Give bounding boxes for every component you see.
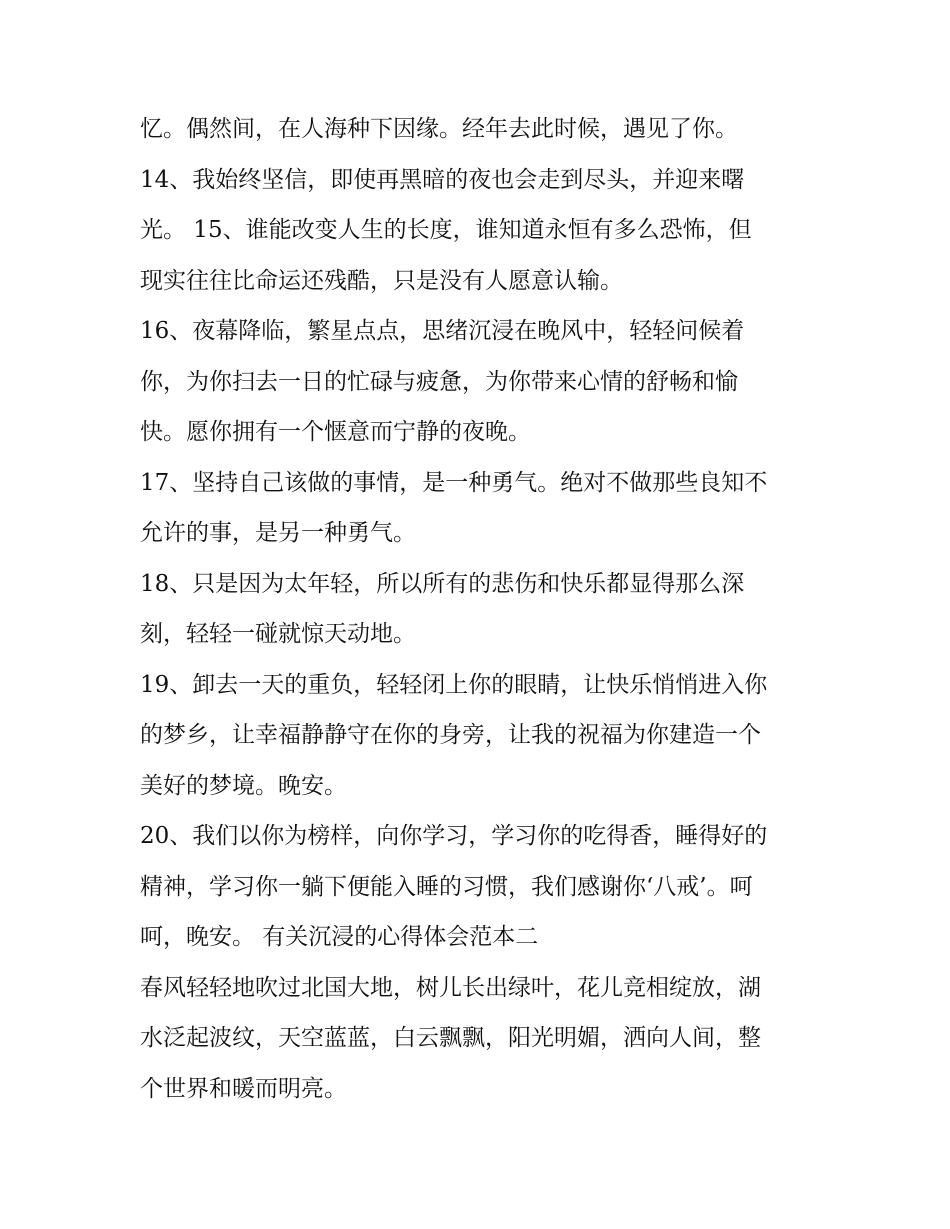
text-line: 的梦乡，让幸福静静守在你的身旁，让我的祝福为你建造一个 — [140, 722, 761, 748]
text-line: 水泛起波纹，天空蓝蓝，白云飘飘，阳光明媚，洒向人间，整 — [140, 1025, 761, 1051]
text-line: 快。愿你拥有一个惬意而宁静的夜晚。 — [140, 419, 531, 445]
text-line: 现实往往比命运还残酷，只是没有人愿意认输。 — [140, 267, 623, 294]
text-line: 呵，晚安。 有关沉浸的心得体会范本二 — [140, 924, 539, 950]
text-line: 精神，学习你一躺下便能入睡的习惯，我们感谢你‘八戒’。呵 — [140, 873, 753, 900]
text-line: 16、夜幕降临，繁星点点，思绪沉浸在晚风中，轻轻问候着 — [140, 318, 745, 344]
text-line: 14、我始终坚信，即使再黑暗的夜也会走到尽头，并迎来曙 — [140, 166, 745, 193]
text-line: 春风轻轻地吹过北国大地，树儿长出绿叶，花儿竞相绽放，湖 — [140, 974, 761, 1001]
text-line: 个世界和暖而明亮。 — [140, 1075, 347, 1102]
text-line: 忆。偶然间，在人海种下因缘。经年去此时候，遇见了你。 — [140, 116, 738, 142]
text-line: 美好的梦境。晚安。 — [140, 772, 347, 799]
text-line: 20、我们以你为榜样，向你学习，学习你的吃得香，睡得好的 — [140, 823, 768, 849]
text-line: 19、卸去一天的重负，轻轻闭上你的眼睛，让快乐悄悄进入你 — [140, 671, 768, 698]
text-line: 17、坚持自己该做的事情，是一种勇气。绝对不做那些良知不 — [140, 469, 768, 496]
text-line: 刻，轻轻一碰就惊天动地。 — [140, 621, 416, 647]
text-line: 你，为你扫去一日的忙碌与疲惫，为你带来心情的舒畅和愉 — [140, 368, 738, 395]
text-line: 光。 15、谁能改变人生的长度，谁知道永恒有多么恐怖，但 — [140, 217, 752, 243]
document-body — [140, 104, 820, 1114]
text-line: 18、只是因为太年轻，所以所有的悲伤和快乐都显得那么深 — [140, 570, 745, 597]
text-line: 允许的事，是另一种勇气。 — [140, 520, 416, 546]
